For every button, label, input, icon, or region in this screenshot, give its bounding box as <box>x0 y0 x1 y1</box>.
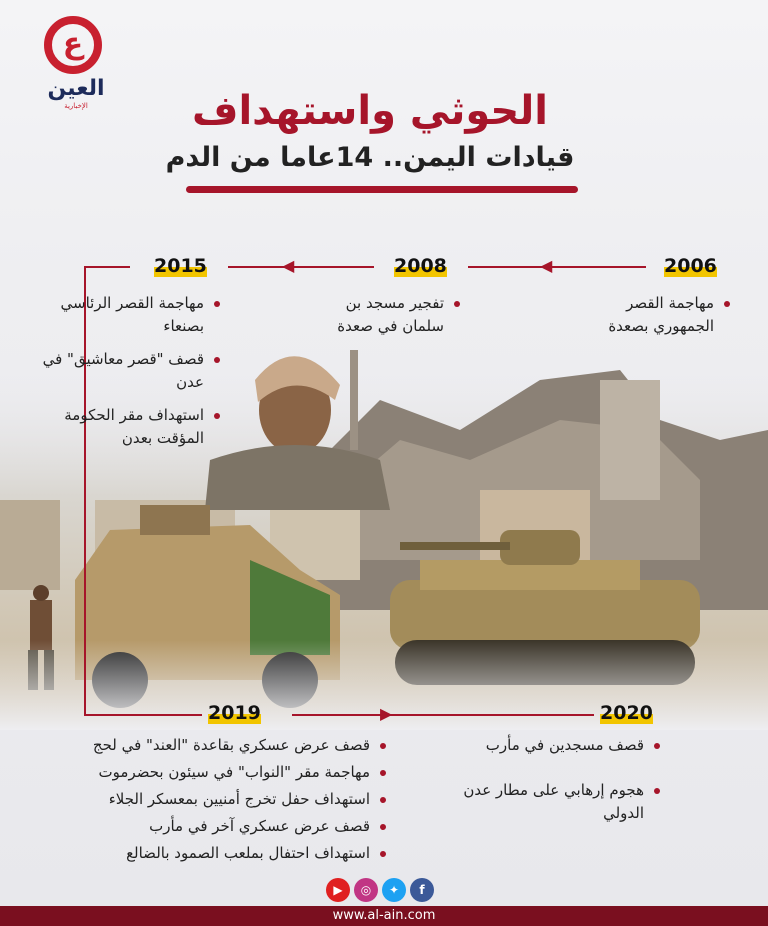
timeline-line-top-left <box>84 266 130 268</box>
twitter-icon[interactable]: ✦ <box>382 878 406 902</box>
instagram-icon[interactable]: ◎ <box>354 878 378 902</box>
event-item: هجوم إرهابي على مطار عدن الدولي <box>440 779 660 825</box>
page-title: الحوثي واستهداف <box>192 88 548 134</box>
brand-logo[interactable] <box>40 16 112 110</box>
title-underline <box>186 186 578 193</box>
timeline-line-top-right <box>468 266 646 268</box>
event-item: قصف "قصر معاشيق" في عدن <box>30 348 220 394</box>
arrow-left-icon: ◀ <box>540 256 553 275</box>
year-2006: 2006 <box>664 255 717 277</box>
facebook-icon[interactable]: f <box>410 878 434 902</box>
social-links <box>326 878 434 904</box>
year-2008: 2008 <box>394 255 447 277</box>
event-item: استهداف احتفال بملعب الصمود بالضالع <box>40 842 386 865</box>
timeline-line-bottom-mid <box>292 714 594 716</box>
brand-tagline: الإخبارية <box>64 102 88 110</box>
page-subtitle: قيادات اليمن.. 14عاما من الدم <box>165 142 575 173</box>
youtube-icon[interactable]: ▶ <box>326 878 350 902</box>
event-item: استهداف حفل تخرج أمنيين بمعسكر الجلاء <box>40 788 386 811</box>
event-item: استهداف مقر الحكومة المؤقت بعدن <box>30 404 220 450</box>
year-2019: 2019 <box>208 702 261 724</box>
event-item: قصف مسجدين في مأرب <box>440 734 660 757</box>
event-item: قصف عرض عسكري آخر في مأرب <box>40 815 386 838</box>
brand-name: العين <box>47 76 105 101</box>
events-2015 <box>30 292 220 460</box>
arrow-right-icon: ▶ <box>380 704 393 723</box>
timeline-line-top-mid <box>228 266 374 268</box>
year-2015: 2015 <box>154 255 207 277</box>
logo-glyph: ع <box>62 26 84 61</box>
event-item: تفجير مسجد بن سلمان في صعدة <box>310 292 460 338</box>
website-link[interactable]: www.al-ain.com <box>332 908 436 923</box>
event-item: مهاجمة القصر الرئاسي بصنعاء <box>30 292 220 338</box>
event-item: مهاجمة مقر "النواب" في سيئون بحضرموت <box>40 761 386 784</box>
events-2008 <box>310 292 460 348</box>
year-2020: 2020 <box>600 702 653 724</box>
arrow-left-icon: ◀ <box>282 256 295 275</box>
events-2020 <box>440 734 660 835</box>
events-2019 <box>40 734 386 869</box>
events-2006 <box>570 292 730 348</box>
event-item: مهاجمة القصر الجمهوري بصعدة <box>570 292 730 338</box>
timeline-line-bottom-left <box>84 714 202 716</box>
event-item: قصف عرض عسكري بقاعدة "العند" في لحج <box>40 734 386 757</box>
